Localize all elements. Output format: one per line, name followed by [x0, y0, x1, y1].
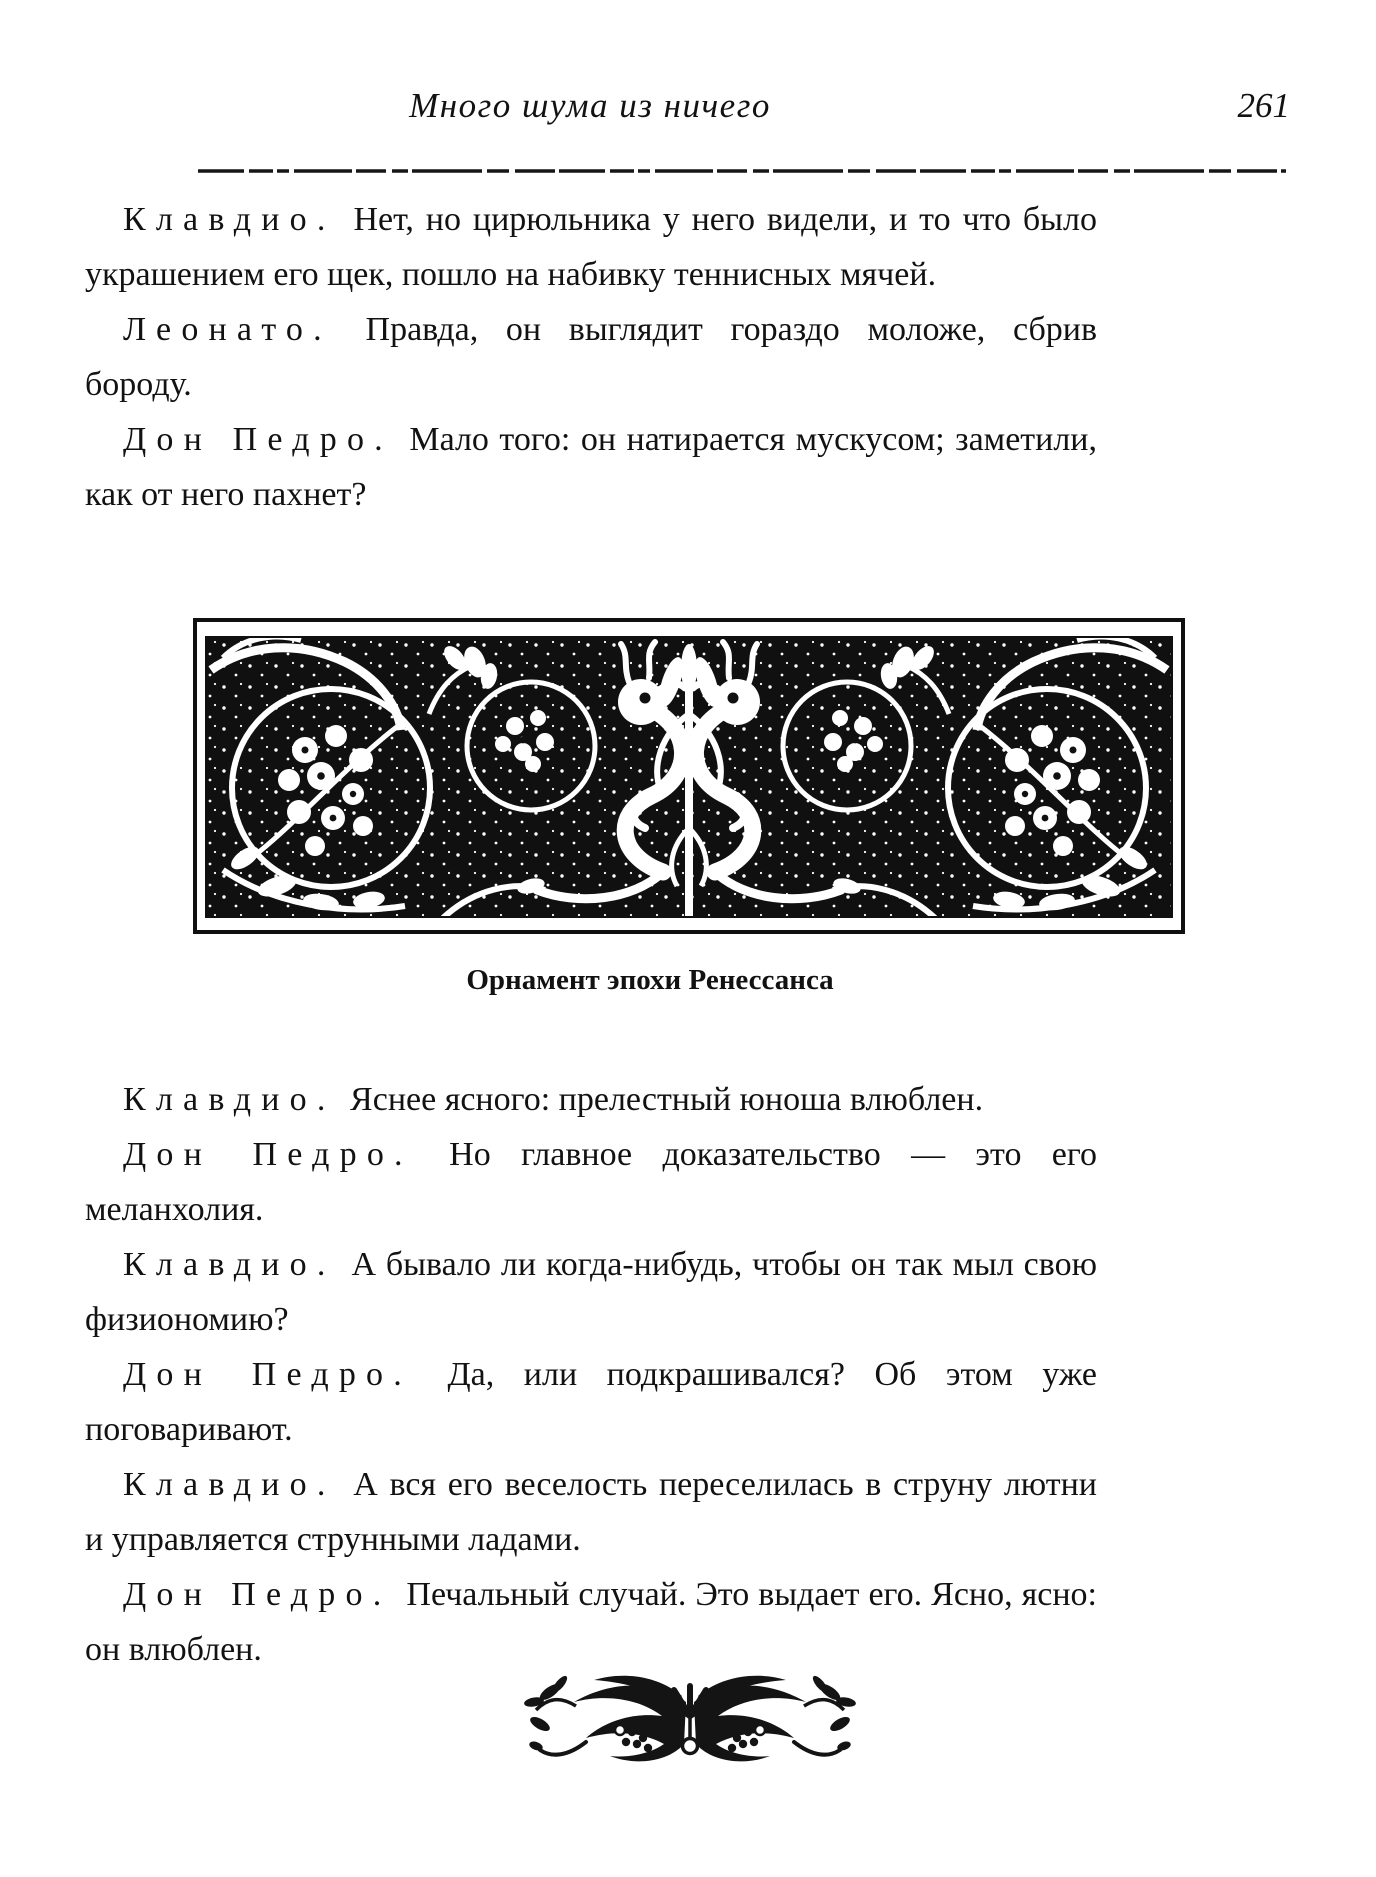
running-head-title: Много шума из ничего [409, 86, 771, 125]
dialogue-paragraph [85, 1567, 1097, 1677]
speaker-name: Дон Педро. [123, 1356, 412, 1393]
dialogue-paragraph [85, 1127, 1097, 1237]
dialogue-paragraph [85, 1457, 1097, 1567]
speech-text: А вся его веселость переселилась в струну лютни и управляется струнными ладами. [85, 1466, 1097, 1558]
speech-text: Да, или подкрашивался? Об этом уже поговаривают. [85, 1356, 1097, 1448]
speaker-name: Дон Педро. [123, 421, 393, 458]
speaker-name: Дон Педро. [123, 1136, 413, 1173]
renaissance-ornament-engraving [193, 618, 1185, 934]
speech-text: Правда, он выглядит гораздо моложе, сбрив бороду. [85, 311, 1098, 403]
header-dashed-rule [198, 166, 1286, 176]
dialogue-paragraph [85, 1072, 1097, 1127]
speech-text: Но главное доказательство — это его меланхолия. [85, 1136, 1097, 1228]
speech-text: А бывало ли когда-нибудь, чтобы он так мыл свою физиономию? [85, 1246, 1097, 1338]
ornament-plate-graphic [193, 618, 1185, 934]
floral-tailpiece-vignette [516, 1672, 864, 1772]
page-number: 261 [1237, 86, 1290, 125]
speaker-name: Дон Педро. [123, 1576, 392, 1613]
speaker-name: Клавдио. [123, 1081, 336, 1118]
dialogue-block-bottom [85, 1072, 1097, 1677]
speech-text: Нет, но цирюльника у него видели, и то что было украшением его щек, пошло на набивку теннисных мячей. [85, 201, 1097, 293]
dialogue-paragraph [85, 302, 1097, 412]
dialogue-block-top [85, 192, 1097, 522]
speaker-name: Клавдио. [123, 201, 336, 238]
tailpiece-graphic [516, 1672, 864, 1772]
illustration-caption: Орнамент эпохи Ренессанса [466, 964, 834, 996]
dialogue-paragraph [85, 1347, 1097, 1457]
speaker-name: Клавдио. [123, 1466, 336, 1503]
speech-text: Яснее ясного: прелестный юноша влюблен. [350, 1081, 984, 1118]
dialogue-paragraph [85, 192, 1097, 302]
speaker-name: Клавдио. [123, 1246, 336, 1283]
dashed-rule-line [198, 166, 1286, 176]
dialogue-paragraph [85, 1237, 1097, 1347]
dialogue-paragraph [85, 412, 1097, 522]
speech-text: Мало того: он натирается мускусом; заметили, как от него пахнет? [85, 421, 1097, 513]
speaker-name: Леонато. [123, 311, 332, 348]
speech-text: Печальный случай. Это выдает его. Ясно, ясно: он влюблен. [85, 1576, 1097, 1668]
